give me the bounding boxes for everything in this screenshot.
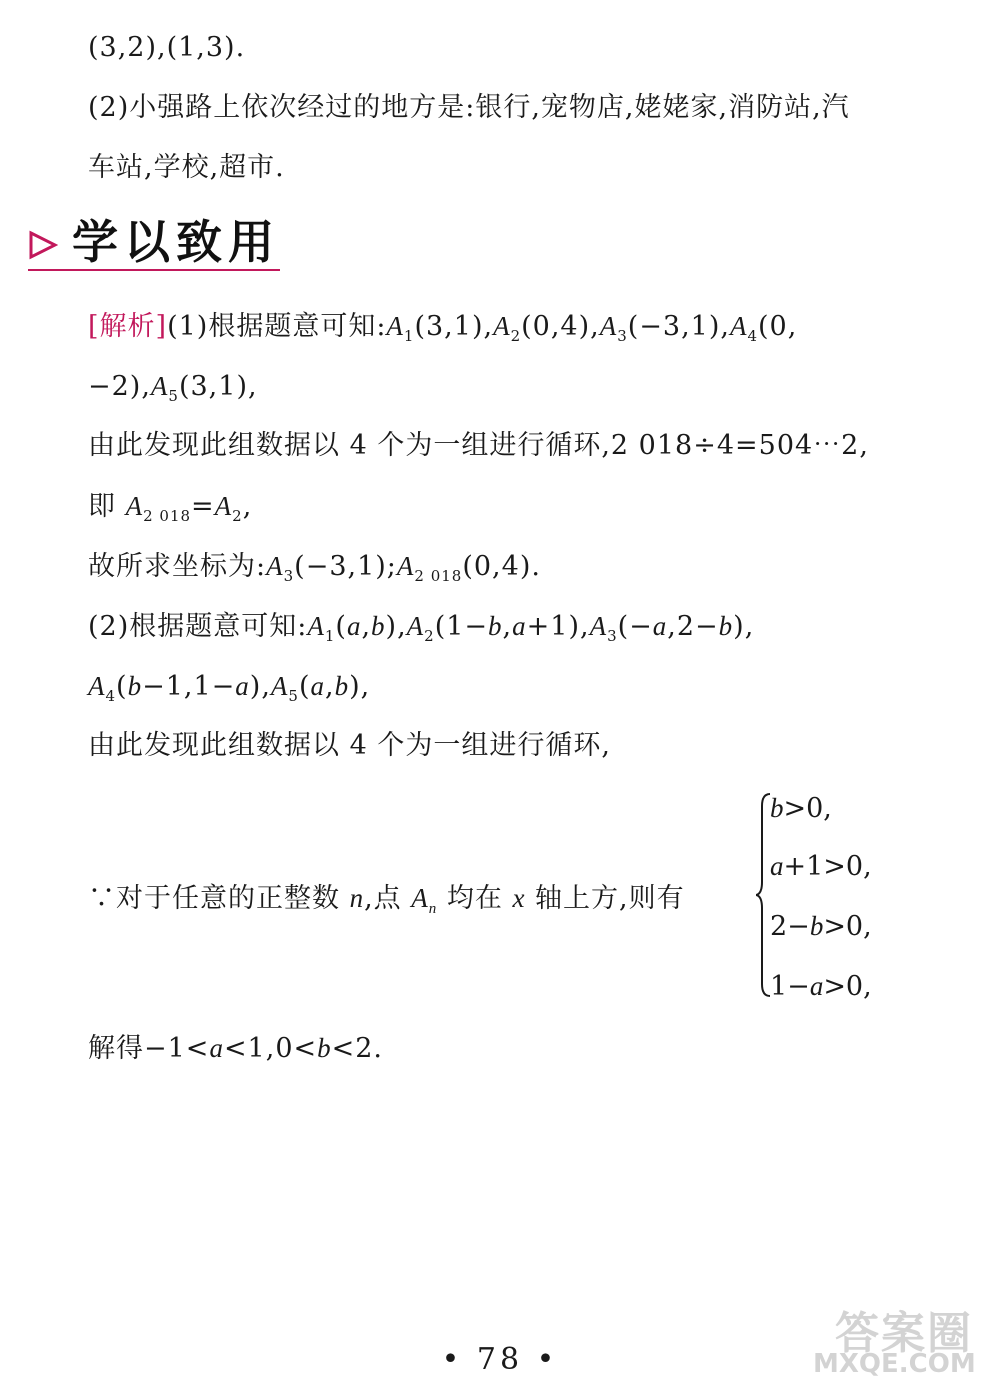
math-var: a (652, 611, 668, 641)
analysis-text: , (502, 611, 513, 642)
math-var: A (411, 883, 429, 913)
math-var: n (349, 883, 365, 913)
analysis-line-6 (88, 608, 754, 654)
analysis-text: ∵对于任意的正整数 (88, 883, 350, 914)
top-line-2: (2)小强路上依次经过的地方是:银行,宠物店,姥姥家,消防站,汽 (88, 92, 850, 123)
top-line-3: 车站,学校,超市. (88, 152, 285, 183)
condition-4 (770, 968, 872, 1005)
analysis-text: ,点 (364, 883, 412, 914)
condition-text: >0, (783, 793, 832, 824)
watermark-url: MXQE.COM (813, 1349, 976, 1379)
analysis-text: 解得−1< (88, 1033, 210, 1064)
subscript: 4 (105, 687, 117, 705)
math-var: b (371, 611, 386, 641)
analysis-text: (−3,1); (294, 551, 397, 582)
analysis-line-9 (88, 880, 685, 927)
analysis-text: ), (249, 671, 271, 702)
triangle-marker-icon (28, 230, 58, 260)
math-var: x (512, 883, 526, 913)
subscript: 3 (283, 567, 295, 585)
condition-1 (770, 790, 832, 827)
math-var: A (406, 611, 425, 641)
condition-text: >0, (823, 911, 872, 942)
analysis-text: (0,4). (462, 551, 541, 582)
analysis-text: = (191, 491, 215, 522)
analysis-text: (0, (758, 311, 798, 342)
math-var: b (770, 793, 784, 823)
analysis-line-4 (88, 488, 252, 534)
analysis-line-3: 由此发现此组数据以 4 个为一组进行循环,2 018÷4=504⋯2, (88, 430, 869, 461)
analysis-tag: [解析] (88, 311, 168, 342)
analysis-text: −1,1− (142, 671, 236, 702)
math-var: A (266, 551, 284, 581)
math-var: b (334, 671, 350, 701)
analysis-text: (1− (434, 611, 489, 642)
analysis-text: (−3,1), (627, 311, 730, 342)
analysis-text: ), (349, 671, 371, 702)
analysis-text: ( (116, 671, 128, 702)
condition-text: 2− (770, 911, 810, 942)
math-var: A (386, 311, 404, 341)
analysis-text: <1,0< (223, 1033, 318, 1064)
analysis-text: +1), (526, 611, 590, 642)
analysis-line-8: 由此发现此组数据以 4 个为一组进行循环, (88, 730, 611, 761)
subscript: 2 018 (143, 507, 192, 525)
math-var: a (512, 611, 527, 641)
condition-text: 1− (770, 971, 810, 1002)
analysis-text: (1)根据题意可知: (167, 311, 387, 342)
analysis-line-1 (88, 308, 797, 354)
section-underline (28, 269, 280, 271)
math-var: a (770, 851, 784, 881)
condition-text: +1>0, (783, 851, 872, 882)
analysis-line-5 (88, 548, 541, 594)
math-var: a (209, 1033, 224, 1063)
math-var: A (396, 551, 415, 581)
section-title: 学以致用 (72, 215, 280, 269)
subscript: 1 (324, 627, 336, 645)
math-var: A (589, 611, 608, 641)
watermark-logo: 答案圈 (835, 1308, 973, 1359)
analysis-text: ), (733, 611, 755, 642)
subscript: 3 (607, 627, 618, 645)
analysis-text: 故所求坐标为: (88, 551, 267, 582)
subscript: 3 (617, 327, 628, 345)
analysis-text: 轴上方,则有 (525, 883, 685, 914)
subscript: 4 (747, 327, 759, 345)
subscript: 2 (510, 327, 522, 345)
analysis-text: (0,4), (521, 311, 600, 342)
analysis-line-10 (88, 1030, 383, 1067)
math-var: a (809, 971, 824, 1001)
math-var: A (307, 611, 325, 641)
subscript: 5 (288, 687, 299, 705)
math-var: b (127, 671, 143, 701)
subscript: 2 018 (414, 567, 463, 585)
math-var: a (235, 671, 250, 701)
analysis-text: 均在 (437, 883, 513, 914)
subscript: 5 (168, 387, 179, 405)
subscript: 2 (424, 627, 435, 645)
math-var: A (214, 491, 233, 521)
condition-3 (770, 908, 872, 945)
math-var: a (310, 671, 325, 701)
math-var: b (809, 911, 824, 941)
subscript: 1 (403, 327, 415, 345)
analysis-text: <2. (331, 1033, 384, 1064)
condition-text: >0, (823, 971, 872, 1002)
section-heading (28, 213, 280, 273)
analysis-text: ( (298, 671, 311, 702)
analysis-line-2 (88, 368, 258, 414)
inequality-system (756, 790, 956, 1000)
watermark (805, 1297, 995, 1382)
analysis-text: (− (617, 611, 653, 642)
math-var: A (150, 371, 169, 401)
analysis-text: , (361, 611, 372, 642)
analysis-text: (3,1), (178, 371, 258, 402)
analysis-text: ( (335, 611, 347, 642)
analysis-text: 即 (88, 491, 126, 522)
page-number: • 78 • (441, 1342, 559, 1377)
math-var: A (729, 311, 748, 341)
analysis-text: , (242, 491, 253, 522)
top-line-1: (3,2),(1,3). (88, 32, 246, 63)
math-var: b (718, 611, 734, 641)
analysis-text: (2)根据题意可知: (88, 611, 308, 642)
condition-2 (770, 848, 872, 885)
math-var: a (346, 611, 362, 641)
analysis-text: ), (385, 611, 407, 642)
math-var: A (270, 671, 289, 701)
analysis-text: (3,1), (414, 311, 494, 342)
subscript: 2 (232, 507, 243, 525)
subscript: n (428, 901, 438, 917)
math-var: b (317, 1033, 332, 1063)
math-var: A (599, 311, 618, 341)
analysis-text: ,2− (667, 611, 719, 642)
math-var: A (125, 491, 144, 521)
math-var: A (493, 311, 511, 341)
analysis-text: , (325, 671, 335, 702)
analysis-line-7 (88, 668, 370, 714)
math-var: A (88, 671, 106, 701)
math-var: b (488, 611, 503, 641)
analysis-text: −2), (88, 371, 151, 402)
